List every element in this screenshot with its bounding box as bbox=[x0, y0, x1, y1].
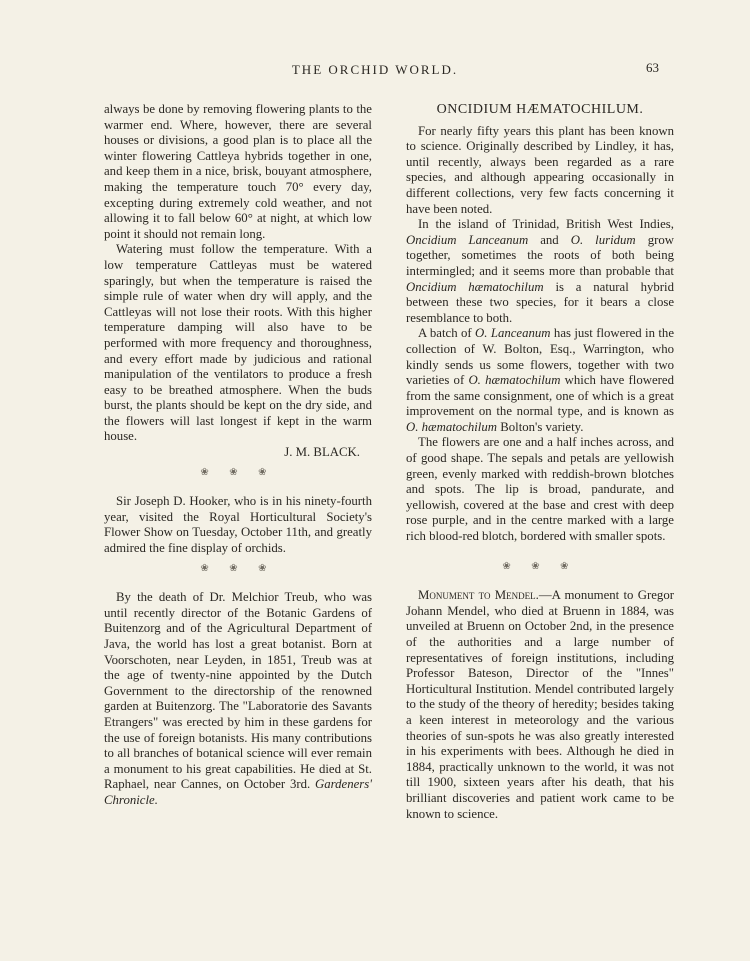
text: grow together, sometimes the roots of both being intermingled; and it seems more than probable that bbox=[406, 232, 675, 278]
species-name: Oncidium Lanceanum bbox=[406, 232, 529, 247]
species-name: Oncidium hæmatochilum bbox=[406, 279, 544, 294]
section-heading: Monument to Mendel. bbox=[418, 588, 539, 603]
paragraph-treub bbox=[104, 590, 372, 808]
paragraph-hooker: Sir Joseph D. Hooker, who is in his ninety-fourth year, visited the Royal Horticultural Society's Flower Show on Tuesday, October 11th, and greatly admired the fine display of orchids. bbox=[104, 494, 372, 556]
text: In the island of Trinidad, British West Indies, bbox=[418, 217, 674, 232]
species-name: O. luridum bbox=[570, 232, 636, 247]
species-name: O. Lanceanum bbox=[475, 326, 551, 341]
article-title: ONCIDIUM HÆMATOCHILUM. bbox=[436, 102, 644, 117]
page-number: 63 bbox=[646, 60, 659, 75]
text: A batch of bbox=[418, 326, 472, 341]
paragraph-watering: Watering must follow the temperature. With a low temperature Cattleyas must be watered sparingly, but when the temperature is raised the simple rule of water when dry will apply, and the Cattleyas will not lose their roots. With this higher temperature damping will also have to be performed with more frequency and thoroughness, and every effort made by judicious and rational manipulation of the ventilators to produce a fresh easy to be breathed atmosphere. When the buds burst, the plants should be kept on the dry side, and the flowers will last longest if kept in the warm house. bbox=[104, 242, 372, 444]
text: has just flowered in the collection of W. Bolton, Esq., Warrington, who kindly sends us some flowers, together with two varieties of bbox=[406, 326, 674, 388]
paragraph-trinidad bbox=[406, 217, 674, 326]
text: which have flowered from the same consignment, one of which is a great improvement on the normal type, and is known as bbox=[406, 373, 674, 419]
right-column bbox=[406, 102, 674, 822]
running-title: THE ORCHID WORLD. bbox=[291, 62, 459, 77]
mendel-text: —A monument to Gregor Johann Mendel, who died at Bruenn in 1884, was unveiled at Bruenn on October 2nd, in the presence of the authorities and a large number of representatives of foreign institutions, including Professor Bateson, Director of the "Innes" Horticultural Institution. Mendel contributed largely to the study of the theory of heredity; besides taking a keen interest in meteorology and the various theories of sun-spots he was also greatly interested in his experiments with bees. Although he died in 1884, practically unknown to the world, it was not till 1900, sixteen years after his death, that his brilliant discoveries and patient work came to be known to science. bbox=[406, 588, 674, 821]
text: is a natural hybrid between these two species, for it bears a close resemblance to both. bbox=[406, 279, 674, 325]
author-signature: J. M. BLACK. bbox=[284, 445, 360, 460]
text: Bolton's variety. bbox=[500, 419, 584, 434]
ornament-divider: ❀ ❀ ❀ bbox=[502, 560, 578, 572]
ornament-divider: ❀ ❀ ❀ bbox=[200, 466, 276, 478]
paragraph-intro: For nearly fifty years this plant has been known to science. Originally described by Lindley, it has, until recently, always been regarded as a rare species, and although appearing occasionally in different collections, very few facts concerning it have been noted. bbox=[406, 123, 674, 216]
text: and bbox=[540, 232, 559, 247]
paragraph-flowers: The flowers are one and a half inches across, and of good shape. The sepals and petals are yellowish green, evenly marked with reddish-brown blotches and spots. The lip is broad, pandurate, and yellowish, covered at the base and crest with deep rose purple, and in the centre marked with a large rich blood-red blotch, bordered with smaller spots. bbox=[406, 435, 674, 544]
running-head bbox=[0, 62, 750, 82]
paragraph-mendel bbox=[406, 588, 674, 822]
source-citation: Gardeners' Chronicle. bbox=[104, 777, 372, 807]
treub-text: By the death of Dr. Melchior Treub, who was until recently director of the Botanic Gardens of Buitenzorg and of the Agricultural Department of Java, the world has lost a great botanist. Born at Voorschoten, near Leyden, in 1851, Treub was at the age of twenty-nine appointed by the Dutch Government to the directorship of the renowned garden at Buitenzorg. The "Laboratorie des Savants Etrangers" was erected by him in these gardens for the use of foreign botanists. His many contributions to all branches of botanical science will ever remain a monument to his great capabilities. He died at St. Raphael, near Cannes, on October 3rd. bbox=[104, 590, 372, 792]
species-name: O. hæmatochilum bbox=[468, 373, 561, 388]
left-column bbox=[104, 102, 372, 809]
paragraph-cattleya-temperature: always be done by removing flowering plants to the warmer end. Where, however, there are several houses or divisions, a good plan is to place all the winter flowering Cattleya hybrids together in one, and keep them in a nice, brisk, bouyant atmosphere, making the temperature touch 70° every day, excepting during extremely cold weather, and not allowing it to fall below 60° at night, at which low point it should not remain long. bbox=[104, 102, 372, 241]
species-name: O. hæmatochilum bbox=[406, 419, 497, 434]
paragraph-batch bbox=[406, 326, 674, 435]
ornament-divider: ❀ ❀ ❀ bbox=[200, 562, 276, 574]
